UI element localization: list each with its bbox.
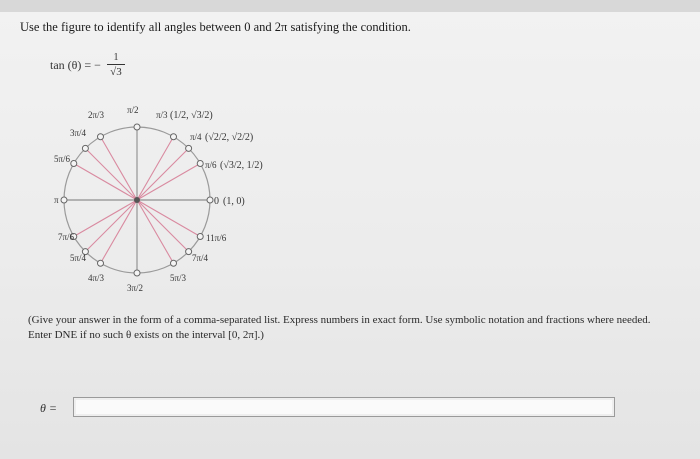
equation-lhs: tan (θ) = −: [50, 57, 101, 72]
label-zero: 0: [214, 196, 219, 207]
point-120: [98, 134, 104, 140]
label-3pi-over-2: 3π/2: [127, 283, 144, 293]
point-330: [197, 234, 203, 240]
point-135: [82, 145, 88, 151]
fraction-bar: [107, 64, 125, 65]
point-60: [171, 134, 177, 140]
label-7pi-over-4: 7π/4: [192, 253, 209, 263]
point-315: [186, 249, 192, 255]
top-bar: [0, 0, 700, 12]
point-240: [98, 260, 104, 266]
answer-label: θ =: [40, 401, 57, 415]
point-0: [207, 197, 213, 203]
equation-numerator: 1: [113, 52, 119, 63]
label-5pi-over-6: 5π/6: [54, 154, 71, 164]
label-2pi-over-3: 2π/3: [88, 110, 105, 120]
coord-pi-over-3: (1/2, √3/2): [170, 110, 213, 121]
point-90: [134, 124, 140, 130]
label-pi-over-2: π/2: [127, 105, 139, 115]
equation-fraction: [107, 52, 125, 78]
label-pi: π: [54, 195, 59, 205]
coord-pi-over-6: (√3/2, 1/2): [220, 160, 263, 171]
coord-zero: (1, 0): [223, 196, 245, 207]
point-45: [186, 145, 192, 151]
unit-circle-figure: [30, 88, 270, 308]
label-3pi-over-4: 3π/4: [70, 128, 87, 138]
answer-input[interactable]: [73, 397, 615, 417]
point-150: [71, 161, 77, 167]
point-180: [61, 197, 67, 203]
marker-pi-over-6: π/6: [205, 160, 217, 170]
marker-pi-over-3: π/3: [156, 110, 168, 120]
equation: [50, 52, 125, 78]
label-5pi-over-4: 5π/4: [70, 253, 87, 263]
center-point: [134, 197, 140, 203]
point-270: [134, 270, 140, 276]
marker-pi-over-4: π/4: [190, 132, 202, 142]
coord-pi-over-4: (√2/2, √2/2): [205, 132, 254, 143]
answer-instructions: (Give your answer in the form of a comma-separated list. Express numbers in exact form. Use symbolic notation and fractions where needed. Enter DNE if no such θ exists on the interval [0, 2π].): [28, 314, 651, 341]
label-7pi-over-6: 7π/6: [58, 232, 75, 242]
label-5pi-over-3: 5π/3: [170, 273, 187, 283]
label-11pi-over-6: 11π/6: [206, 233, 227, 243]
question-text: Use the figure to identify all angles between 0 and 2π satisfying the condition.: [20, 20, 411, 34]
point-300: [171, 260, 177, 266]
point-30: [197, 161, 203, 167]
label-4pi-over-3: 4π/3: [88, 273, 105, 283]
equation-denominator: √3: [110, 66, 122, 78]
